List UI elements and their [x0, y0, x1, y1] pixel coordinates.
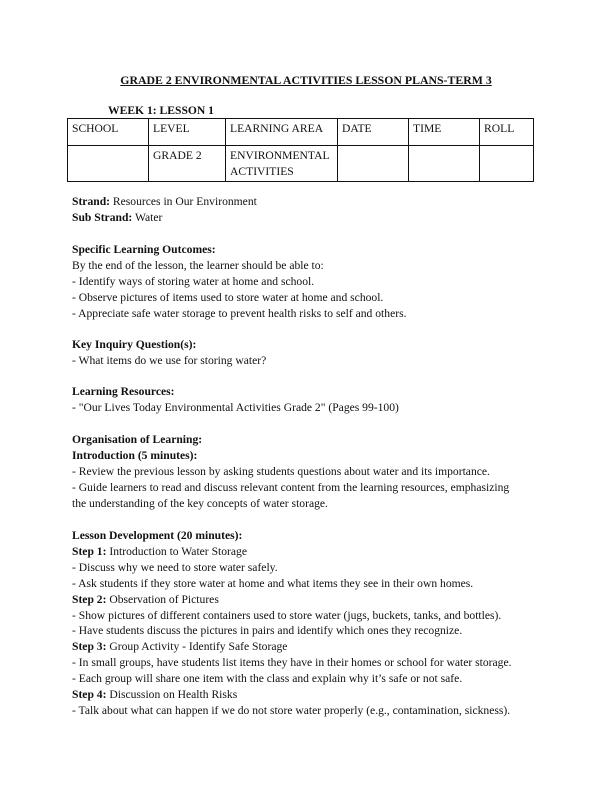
organisation-section	[72, 432, 542, 512]
cell-learning-area: ENVIRONMENTAL ACTIVITIES	[226, 146, 338, 182]
step-title: Discussion on Health Risks	[106, 688, 238, 702]
header-learning-area: LEARNING AREA	[226, 119, 338, 146]
strand-label: Strand:	[72, 195, 111, 208]
text-line: the understanding of the key concepts of water storage.	[72, 496, 328, 510]
step-title: Group Activity - Identify Safe Storage	[106, 640, 288, 654]
cell-level: GRADE 2	[149, 146, 226, 182]
text-line: - Guide learners to read and discuss relevant content from the learning resources, emphasizing	[72, 480, 510, 494]
header-roll: ROLL	[480, 119, 534, 146]
week-lesson-heading: WEEK 1: LESSON 1	[108, 104, 214, 117]
learning-outcomes-section	[72, 242, 542, 322]
section-heading: Lesson Development (20 minutes):	[72, 529, 243, 542]
text-line: - Talk about what can happen if we do not store water properly (e.g., contamination, sickness).	[72, 703, 511, 717]
text-line: - Appreciate safe water storage to prevent health risks to self and others.	[72, 306, 407, 320]
text-line: - In small groups, have students list items they have in their homes or school for water storage.	[72, 656, 512, 670]
sub-strand-label: Sub Strand:	[72, 210, 133, 224]
section-heading: Learning Resources:	[72, 385, 175, 398]
subsection-heading: Introduction (5 minutes):	[72, 448, 198, 462]
cell-roll	[480, 146, 534, 182]
step-label: Step 2:	[72, 592, 107, 606]
section-heading: Key Inquiry Question(s):	[72, 338, 197, 351]
text-line: - What items do we use for storing water?	[72, 353, 267, 367]
header-level: LEVEL	[149, 119, 226, 146]
header-time: TIME	[409, 119, 480, 146]
step-label: Step 1:	[72, 544, 107, 558]
text-line: - Discuss why we need to store water safely.	[72, 560, 278, 574]
text-line: - Each group will share one item with the class and explain why it’s safe or not safe.	[72, 672, 463, 686]
lesson-development-section	[72, 528, 542, 719]
step-title: Observation of Pictures	[106, 592, 219, 606]
cell-time	[409, 146, 480, 182]
lesson-info-table	[67, 118, 534, 182]
section-heading: Organisation of Learning:	[72, 433, 203, 446]
text-line: - "Our Lives Today Environmental Activities Grade 2" (Pages 99-100)	[72, 400, 399, 414]
key-inquiry-section	[72, 337, 542, 369]
sub-strand-value: Water	[132, 210, 163, 224]
step-title: Introduction to Water Storage	[106, 544, 247, 558]
step-label: Step 3:	[72, 640, 107, 654]
text-line: By the end of the lesson, the learner should be able to:	[72, 258, 324, 272]
section-heading: Specific Learning Outcomes:	[72, 243, 216, 256]
text-line: - Identify ways of storing water at home and school.	[72, 274, 315, 288]
learning-resources-section	[72, 384, 542, 416]
text-line: - Have students discuss the pictures in pairs and identify which ones they recognize.	[72, 624, 463, 638]
header-date: DATE	[338, 119, 409, 146]
document-title: GRADE 2 ENVIRONMENTAL ACTIVITIES LESSON PLANS-TERM 3	[120, 73, 492, 87]
step-label: Step 4:	[72, 688, 107, 702]
cell-school	[68, 146, 149, 182]
text-line: - Ask students if they store water at home and what items they see in their own homes.	[72, 576, 474, 590]
header-school: SCHOOL	[68, 119, 149, 146]
text-line: - Review the previous lesson by asking students questions about water and its importance.	[72, 464, 490, 478]
text-line: - Show pictures of different containers used to store water (jugs, buckets, tanks, and bottles).	[72, 608, 502, 622]
text-line: - Observe pictures of items used to store water at home and school.	[72, 290, 384, 304]
strand-value: Resources in Our Environment	[110, 195, 257, 208]
cell-date	[338, 146, 409, 182]
strand-section	[72, 194, 542, 226]
